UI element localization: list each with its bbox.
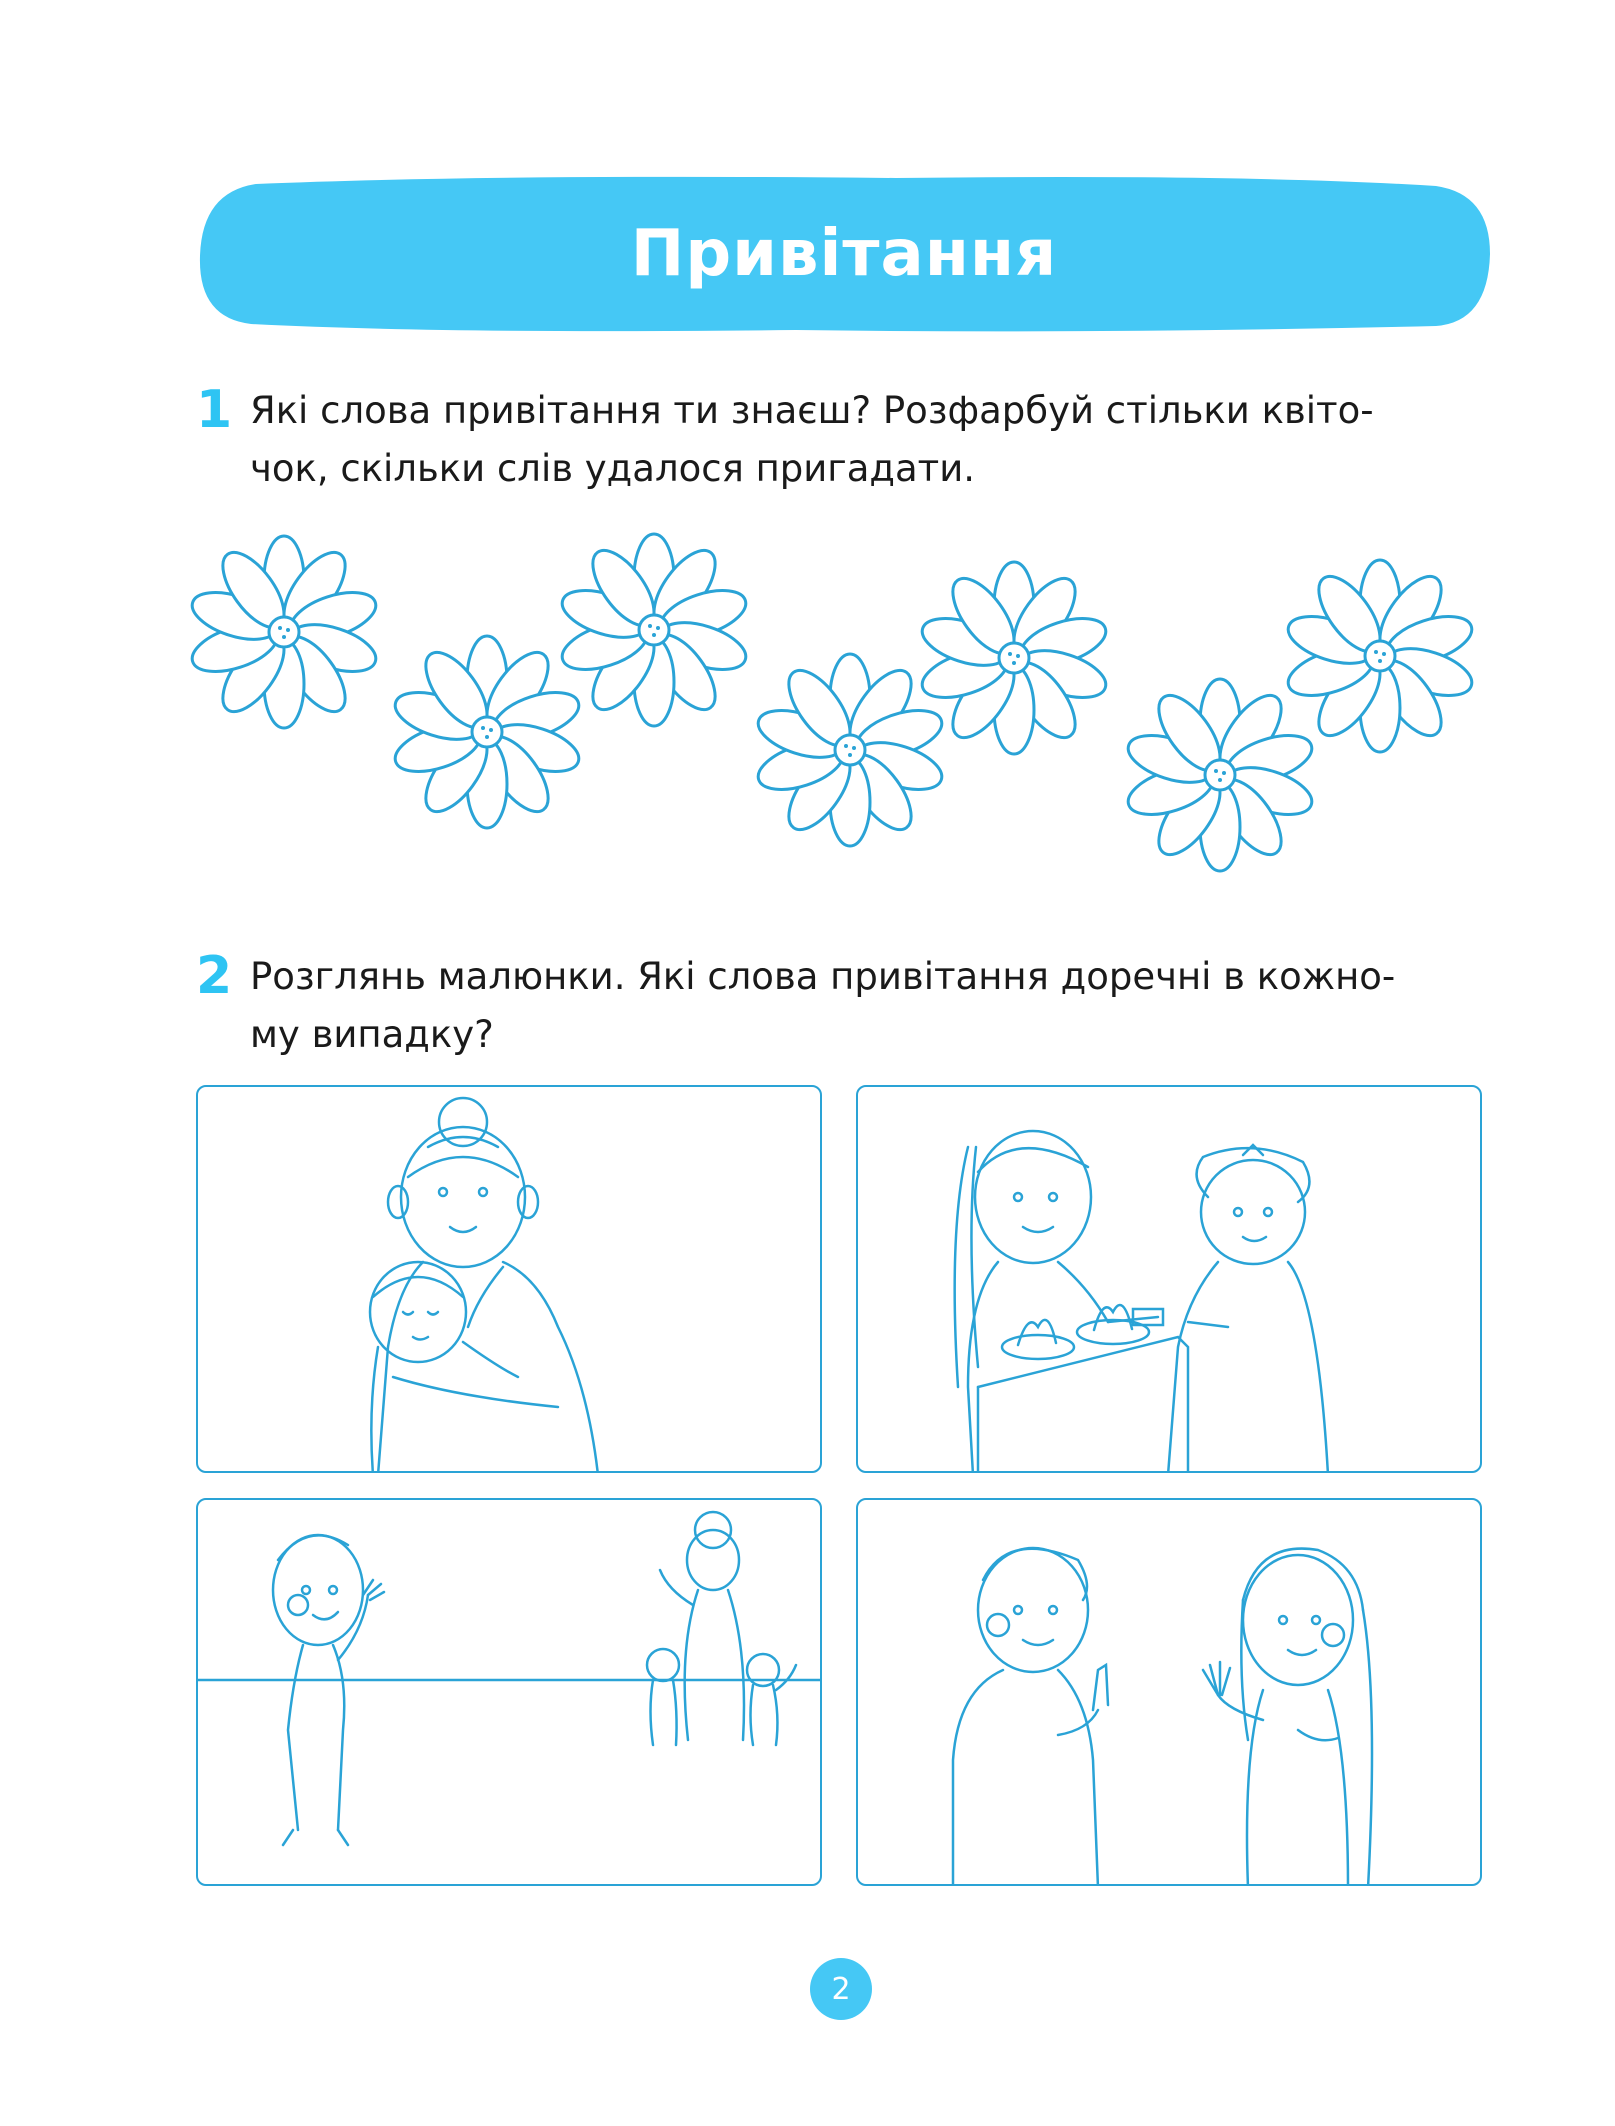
flower-3[interactable] [557, 534, 752, 726]
flower-2[interactable] [390, 636, 585, 828]
task-2-line-1: Розглянь малюнки. Які слова привітання доречні в кожно- [250, 955, 1396, 998]
children-greeting-illustration [858, 1500, 1482, 1886]
task-2-text [250, 948, 1490, 1064]
boy-waving-illustration [198, 1500, 822, 1886]
picture-boy-waving [196, 1498, 822, 1886]
flower-5[interactable] [917, 562, 1112, 754]
picture-children-greeting [856, 1498, 1482, 1886]
task-1-line-2: чок, скільки слів удалося пригадати. [250, 447, 976, 490]
task-1-number: 1 [196, 380, 233, 440]
flower-4[interactable] [753, 654, 948, 846]
task-2-number: 2 [196, 946, 233, 1006]
market-stall-illustration [858, 1087, 1482, 1473]
picture-grandmother-hug [196, 1085, 822, 1473]
title-banner [196, 172, 1492, 336]
flower-1[interactable] [187, 536, 382, 728]
flower-6[interactable] [1123, 679, 1318, 871]
task-1-line-1: Які слова привітання ти знаєш? Розфарбуй стільки квіто- [250, 389, 1374, 432]
flowers-row [180, 500, 1500, 920]
page-title: Привітання [630, 217, 1058, 291]
flower-7[interactable] [1283, 560, 1478, 752]
task-2-line-2: му випадку? [250, 1013, 494, 1056]
grandmother-hug-illustration [198, 1087, 822, 1473]
task-1-text [250, 382, 1490, 498]
picture-market-stall [856, 1085, 1482, 1473]
page-number: 2 [810, 1958, 872, 2020]
